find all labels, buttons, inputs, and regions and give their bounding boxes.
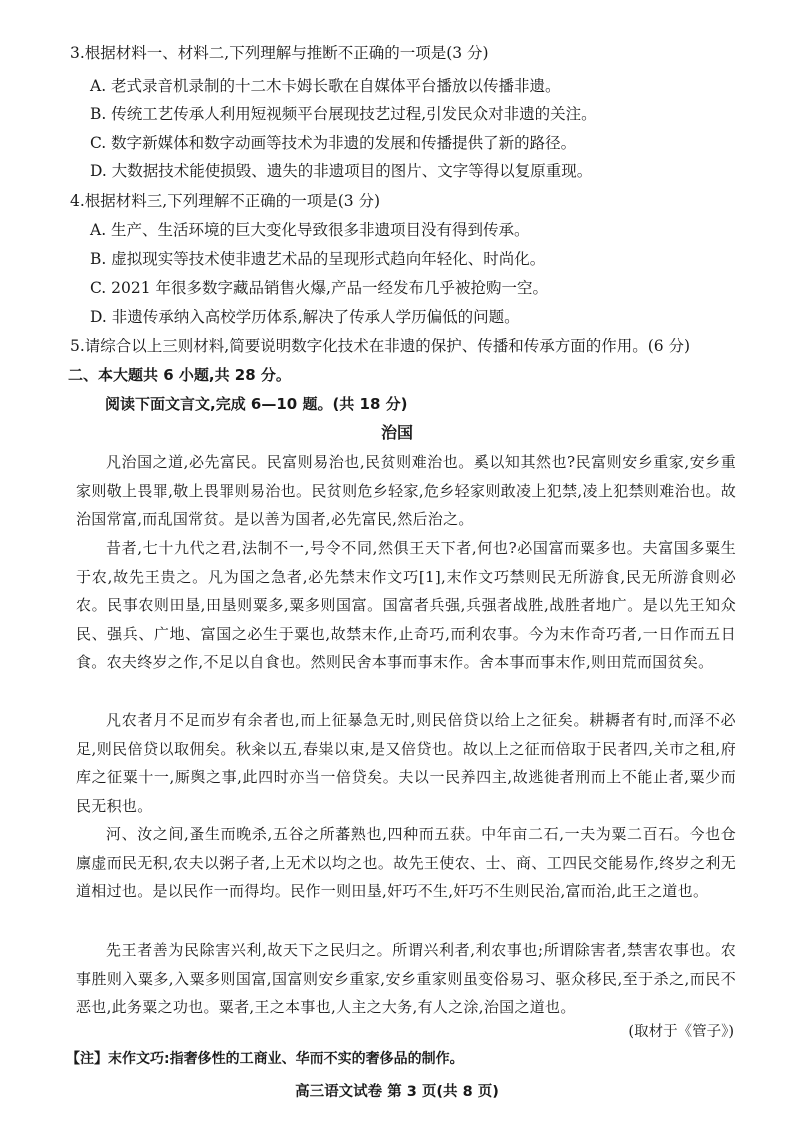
- question-4-option-b: B. 虚拟现实等技术使非遗艺术品的呈现形式趋向年轻化、时尚化。: [90, 250, 546, 268]
- passage-paragraph-5: 先王者善为民除害兴利,故天下之民归之。所谓兴利者,利农事也;所谓除害者,禁害农事也。农事胜则入粟多,入粟多则国富,国富则安乡重家,安乡重家则虽变俗易习、驱众移民,至于杀之,而民不恶也,此务粟之功也。粟者,王之本事也,人主之大务,有人之涂,治国之道也。: [76, 941, 736, 1017]
- passage-paragraph-1: 凡治国之道,必先富民。民富则易治也,民贫则难治也。奚以知其然也?民富则安乡重家,安乡重家则敬上畏罪,敬上畏罪则易治也。民贫则危乡轻家,危乡轻家则敢凌上犯禁,凌上犯禁则难治也。故治国常富,而乱国常贫。是以善为国者,必先富民,然后治之。: [76, 453, 736, 529]
- page-footer: 高三语文试卷 第 3 页(共 8 页): [295, 1084, 499, 1100]
- question-3-option-c: C. 数字新媒体和数字动画等技术为非遗的发展和传播提供了新的路径。: [90, 134, 577, 152]
- question-3-option-a: A. 老式录音机录制的十二木卡姆长歌在自媒体平台播放以传播非遗。: [90, 77, 561, 95]
- footnote: 【注】末作文巧:指奢侈性的工商业、华而不实的奢侈品的制作。: [66, 1051, 464, 1067]
- passage-paragraph-3: 凡农者月不足而岁有余者也,而上征暴急无时,则民倍贷以给上之征矣。耕耨者有时,而泽不必足,则民倍贷以取佣矣。秋籴以五,春粜以束,是又倍贷也。故以上之征而倍取于民者四,关市之租,府库之征粟十一,厮舆之事,此四时亦当一倍贷矣。夫以一民养四主,故逃徙者刑而上不能止者,粟少而民无积也。: [76, 711, 736, 815]
- passage-paragraph-2: 昔者,七十九代之君,法制不一,号令不同,然俱王天下者,何也?必国富而粟多也。夫富国多粟生于农,故先王贵之。凡为国之急者,必先禁末作文巧[1],末作文巧禁则民无所游食,民无所游食则必农。民事农则田垦,田垦则粟多,粟多则国富。国富者兵强,兵强者战胜,战胜者地广。是以先王知众民、强兵、广地、富国之必生于粟也,故禁末作,止奇巧,而利农事。今为末作奇巧者,一日作而五日食。农夫终岁之作,不足以自食也。然则民舍本事而事末作。舍本事而事末作,则田荒而国贫矣。: [76, 539, 736, 672]
- question-4-option-a: A. 生产、生活环境的巨大变化导致很多非遗项目没有得到传承。: [90, 221, 530, 239]
- question-4-option-c: C. 2021 年很多数字藏品销售火爆,产品一经发布几乎被抢购一空。: [90, 279, 548, 297]
- section-2-heading: 二、本大题共 6 小题,共 28 分。: [68, 366, 291, 384]
- question-4-stem: 4.根据材料三,下列理解不正确的一项是(3 分): [70, 192, 381, 210]
- question-3-option-b: B. 传统工艺传承人利用短视频平台展现技艺过程,引发民众对非遗的关注。: [90, 105, 597, 123]
- question-3-option-d: D. 大数据技术能使损毁、遗失的非遗项目的图片、文字等得以复原重现。: [90, 162, 593, 180]
- question-4-option-d: D. 非遗传承纳入高校学历体系,解决了传承人学历偏低的问题。: [90, 308, 520, 326]
- question-5-stem: 5.请综合以上三则材料,简要说明数字化技术在非遗的保护、传播和传承方面的作用。(6 分): [70, 337, 691, 355]
- passage-paragraph-4: 河、汝之间,蚤生而晚杀,五谷之所蕃熟也,四种而五获。中年亩二石,一夫为粟二百石。今也仓廪虚而民无积,农夫以粥子者,上无术以均之也。故先王使农、士、商、工四民交能易作,终岁之利无道相过也。是以民作一而得均。民作一则田垦,奸巧不生,奸巧不生则民治,富而治,此王之道也。: [76, 825, 736, 901]
- passage-source: (取材于《管子》): [628, 1024, 734, 1040]
- passage-title: 治国: [380, 423, 413, 442]
- section-2-instruction: 阅读下面文言文,完成 6—10 题。(共 18 分): [105, 395, 408, 413]
- question-3-stem: 3.根据材料一、材料二,下列理解与推断不正确的一项是(3 分): [70, 44, 489, 62]
